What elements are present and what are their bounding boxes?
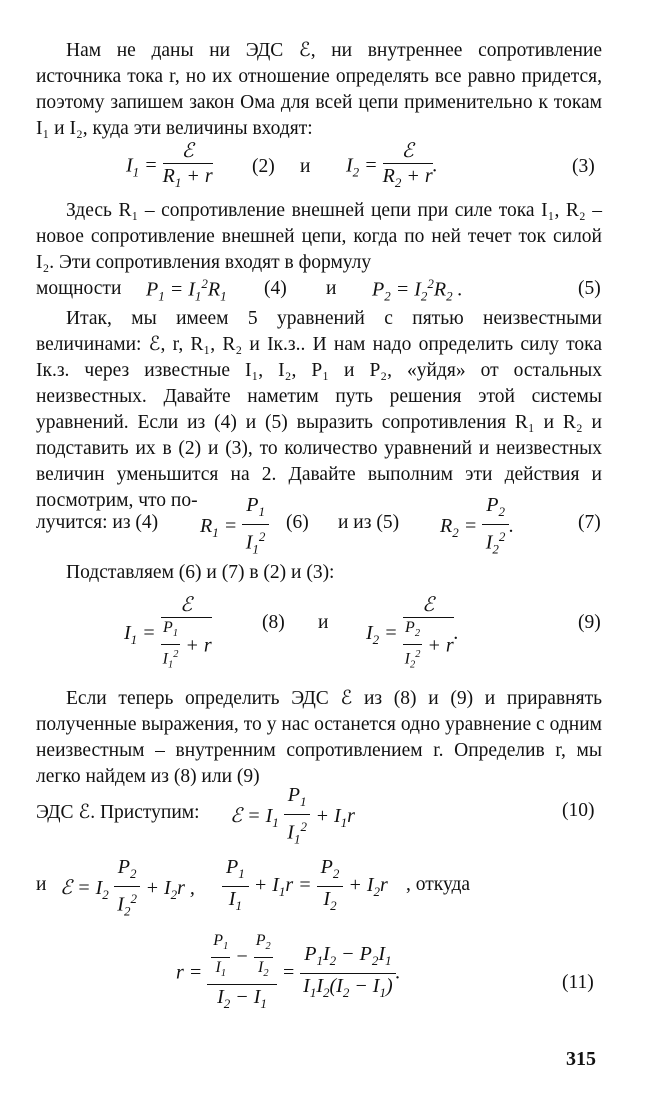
equation-11: r = $\frac{P_1}{I_1}$ − $\frac{P_2}{I_2}$ $I_2 - I_1$ = $\frac{P_1I_2 - P_2I_1}{I_1I_2(I_2 - I_1)}$ . [176,932,401,1012]
equation-6: $R_1$ = $\frac{P_1}{I_1^2}$ [200,494,269,561]
paragraph-equate-emf: Если теперь определить ЭДС ℰ из (8) и (9) и приравнять полученные выражения, то у нас останется одно уравнение с одним неизвестным – внутренним сопротивлением r. Определив r, мы легко найдем из (8) или (9) [36,688,602,787]
paragraph-resistances: Здесь R₁ – сопротивление внешней цепи при силе тока I₁, R₂ – новое сопротивление внешней цепи, когда по ней течет ток силой I₂. Эти сопротивления входят в формулу [36,200,602,273]
paragraph-substitute: Подставляем (6) и (7) в (2) и (3): [66,562,335,583]
equation-4: $P_1 = I_1^2R_1$ [146,276,227,304]
equation-6-label: (6) [286,512,309,533]
equation-3-label: (3) [572,156,595,177]
from-5-text: и из (5) [338,512,400,533]
equation-9: $I_2$ = ℰ $\frac{P_2}{I_2^2}$ + r . [366,594,459,671]
result-lead-text: лучится: из (4) [36,512,159,533]
emf-lead-text: ЭДС ℰ. Приступим: [36,802,200,823]
page-number: 315 [566,1048,596,1070]
equation-9-label: (9) [578,612,601,633]
and-word: и [326,278,337,299]
equation-equality: $\frac{P_1}{I_1}$ + $I_1r$ = $\frac{P_2}{I_2}$ + $I_2r$ [222,856,388,917]
equation-10-label: (10) [562,800,595,821]
equation-8: $I_1$ = ℰ $\frac{P_1}{I_1^2}$ + r [124,594,212,671]
paragraph-ohm-law-intro: Нам не даны ни ЭДС ℰ, ни внутреннее сопротивление источника тока r, но их отношение определять все равно придется, поэтому запишем закон Ома для всей цепи применительно к токам I₁ и I₂, куда эти величины входят: [36,40,602,139]
equation-2-label: (2) [252,156,275,177]
equation-2: $I_1$ = $\frac{\text{ℰ}}{R_1 + r}$ [126,140,213,190]
equation-5-label: (5) [578,278,601,299]
and-word: и [318,612,329,633]
equation-5: $P_2 = I_2^2R_2$ . [372,276,463,304]
equation-7-label: (7) [578,512,601,533]
equation-7: $R_2$ = $\frac{P_2}{I_2^2}$ . [440,494,514,557]
equation-emf-2: ℰ = $I_2$ $\frac{P_2}{I_2^2}$ + $I_2r$ , [60,856,195,919]
equation-3: $I_2$ = $\frac{\text{ℰ}}{R_2 + r}$ . [346,140,438,190]
whence-text: , откуда [406,874,471,895]
and-word: и [300,156,311,177]
and-lead-text: и [36,874,47,895]
equation-11-label: (11) [562,972,594,993]
equation-10: ℰ = $I_1$ $\frac{P_1}{I_1^2}$ + $I_1r$ [230,784,355,847]
equation-4-label: (4) [264,278,287,299]
power-lead-text: мощности [36,278,122,299]
equation-8-label: (8) [262,612,285,633]
paragraph-system-of-equations: Итак, мы имеем 5 уравнений с пятью неизвестными величинами: ℰ, r, R₁, R₂ и Iк.з.. И нам надо определить силу тока Iк.з. через известные I₁, I₂, P₁ и P₂, «уйдя» от остальных неизвестных. Давайте наметим путь решения этой системы уравнений. Если из (4) и (5) выразить сопротивления R₁ и R₂ и подставить их в (2) и (3), то количество уравнений и неизвестных величин уменьшится на 2. Давайте выполним эти действия и посмотрим, что по- [36,308,602,511]
